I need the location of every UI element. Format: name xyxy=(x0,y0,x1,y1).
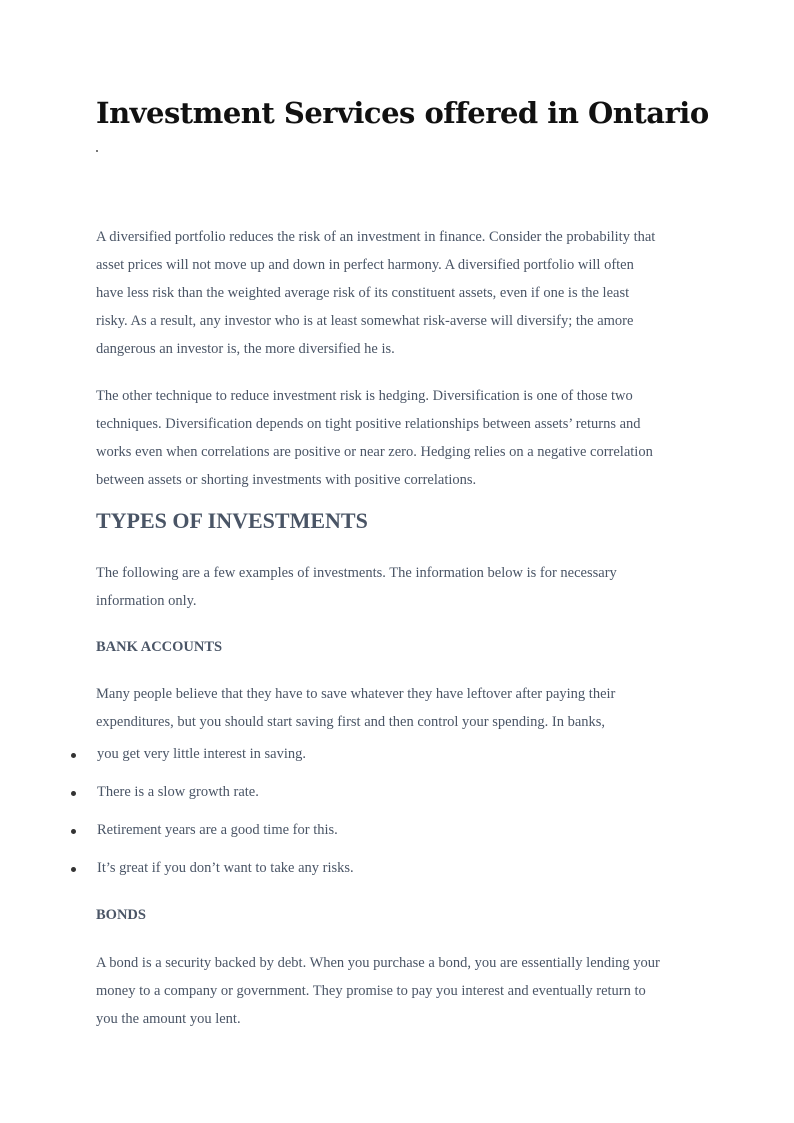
text-line: you the amount you lent. xyxy=(96,1011,241,1027)
text-line: expenditures, but you should start saving first and then control your spending. In banks, xyxy=(96,714,606,730)
text-line: dangerous an investor is, the more diversified he is. xyxy=(96,341,395,357)
text-line: have less risk than the weighted average risk of its constituent assets, even if one is the least xyxy=(96,285,630,301)
bonds-heading: BONDS xyxy=(96,907,146,923)
bonds-paragraph xyxy=(96,949,706,1033)
bullet-icon xyxy=(71,829,76,834)
bullet-icon xyxy=(71,753,76,758)
text-line: risky. As a result, any investor who is at least somewhat risk-averse will diversify; the amore xyxy=(96,313,634,329)
text-line: The other technique to reduce investment risk is hedging. Diversification is one of those two xyxy=(96,388,633,404)
text-line: asset prices will not move up and down in perfect harmony. A diversified portfolio will often xyxy=(96,257,634,273)
text-line: Many people believe that they have to save whatever they have leftover after paying their xyxy=(96,686,616,702)
list-item-text: There is a slow growth rate. xyxy=(97,784,259,800)
bank-accounts-paragraph xyxy=(96,680,706,736)
text-line: works even when correlations are positive or near zero. Hedging relies on a negative correlation xyxy=(96,444,653,460)
bullet-icon xyxy=(71,867,76,872)
bank-accounts-heading: BANK ACCOUNTS xyxy=(96,639,223,655)
text-line: money to a company or government. They promise to pay you interest and eventually return to xyxy=(96,983,646,999)
intro-paragraph-1 xyxy=(96,223,706,363)
intro-paragraph-2 xyxy=(96,382,706,494)
text-line: A bond is a security backed by debt. When you purchase a bond, you are essentially lending your xyxy=(96,955,660,971)
text-line: The following are a few examples of investments. The information below is for necessary xyxy=(96,565,617,581)
text-line: between assets or shorting investments with positive correlations. xyxy=(96,472,477,488)
text-line: A diversified portfolio reduces the risk of an investment in finance. Consider the probability that xyxy=(96,229,656,245)
list-item-text: It’s great if you don’t want to take any risks. xyxy=(97,860,354,876)
list-item-text: Retirement years are a good time for this. xyxy=(97,822,338,838)
types-intro-paragraph xyxy=(96,559,706,615)
text-line: information only. xyxy=(96,593,197,609)
bullet-icon xyxy=(71,791,76,796)
document-title: Investment Services offered in Ontario xyxy=(96,96,709,130)
list-item-text: you get very little interest in saving. xyxy=(97,746,306,762)
stray-dot xyxy=(96,150,98,152)
text-line: techniques. Diversification depends on tight positive relationships between assets’ returns and xyxy=(96,416,641,432)
types-heading: TYPES OF INVESTMENTS xyxy=(96,508,368,533)
